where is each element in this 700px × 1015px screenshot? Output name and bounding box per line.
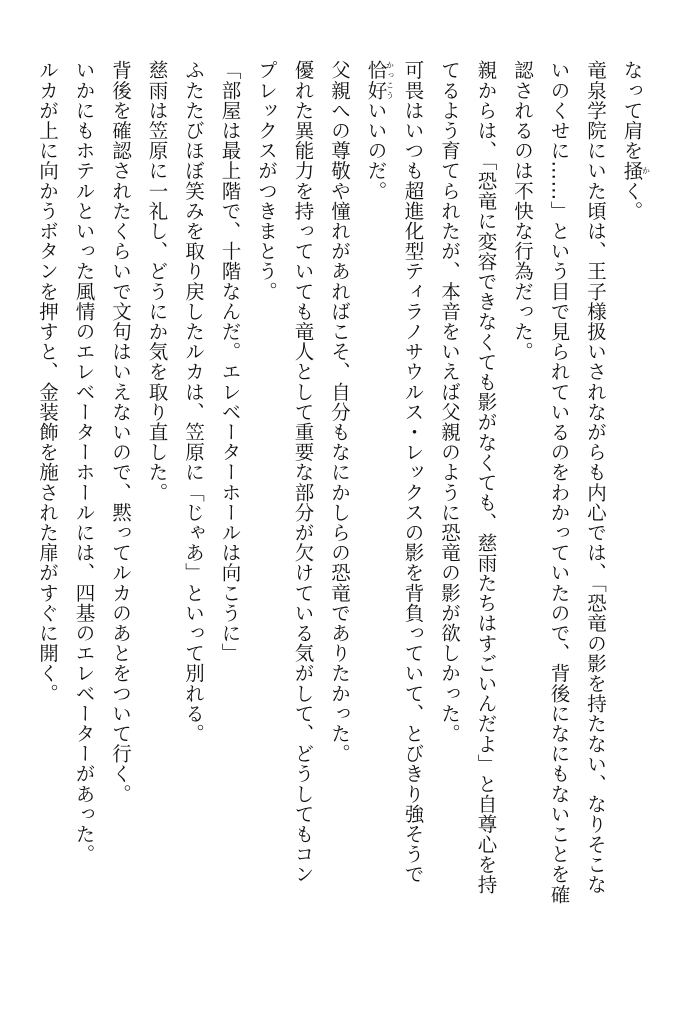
text-line-17: ルカが上に向かうボタンを押すと、金装飾を施された扉がすぐに開く。: [36, 60, 59, 704]
text-line-11: プレックスがつきまとう。: [255, 60, 278, 302]
text-line-3: いのくせに……」という目で見られているのをわかっていたので、背後になにもないことを確: [547, 60, 571, 905]
text-line-8: 恰好かっこういいのだ。: [364, 60, 395, 201]
text-line-15: 背後を確認されたくらいで文句はいえないので、黙ってルカのあとをついて行く。: [109, 60, 132, 804]
text-line-14: 慈雨は笠原に一礼し、どうにか気を取り直した。: [145, 60, 169, 503]
text-line-9: 父親への尊敬や憧れがあればこそ、自分もなにかしらの恐竜でありたかった。: [328, 60, 351, 764]
text-line-5: 親からは、「恐竜に変容できなくても影がなくても、慈雨たちはすごいんだよ」と自尊心を持: [474, 60, 498, 895]
text-line-13: ふたたびほぼ笑みを取り戻したルカは、笠原に「じゃあ」といって別れる。: [182, 60, 205, 744]
text-line-7: 可畏はいつも超進化型ティラノサウルス・レックスの影を背負っていて、とびきり強そうで: [401, 60, 425, 885]
ruby-kakkou: 恰好かっこう: [364, 60, 395, 101]
text-line-10: 優れた異能力を持っていても竜人として重要な部分が欠けている気がして、どうしてもコン: [291, 60, 315, 885]
text-line-4: 認されるのは不快な行為だった。: [511, 60, 534, 362]
ruby-kaku: 掻か: [620, 160, 651, 181]
text-line-1: なって肩を掻かく。: [620, 60, 651, 221]
text-line-2: 竜泉学院にいた頃は、王子様扱いされながらも内心では、「恐竜の影を持たない、なりそこな: [584, 60, 607, 895]
text-line-6: てるよう育てられたが、本音をいえば父親のように恐竜の影が欲しかった。: [438, 60, 461, 744]
text-line-16: いかにもホテルといった風情のエレベーターホールには、四基のエレベーターがあった。: [72, 60, 96, 864]
text-line-12: 「部屋は最上階で、十階なんだ。エレベーターホールは向こうに」: [218, 60, 242, 663]
vertical-text-block: [29, 60, 651, 960]
